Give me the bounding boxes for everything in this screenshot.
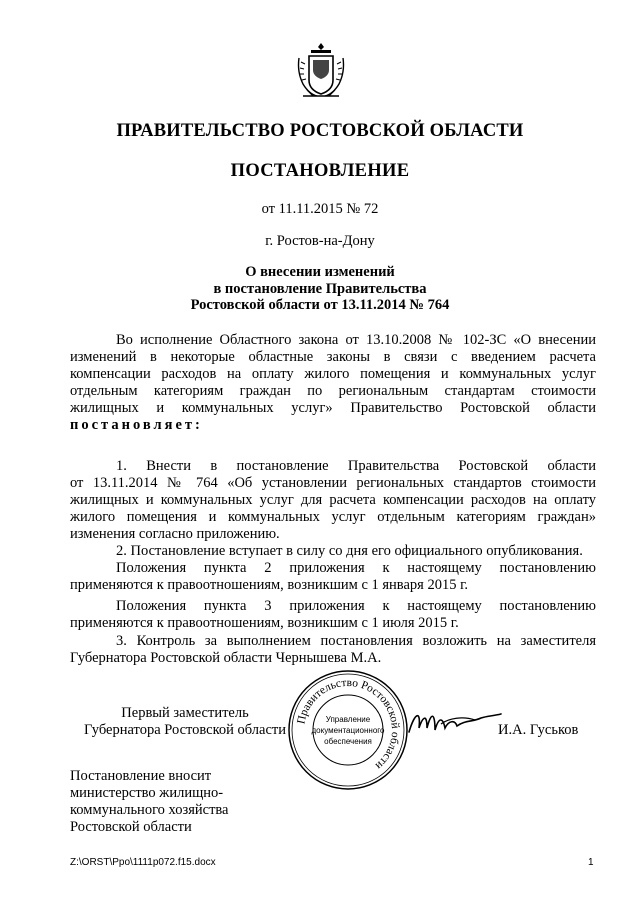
preamble-line: Во исполнение Областного закона от 13.10.2008 № 102-ЗС «О внесении [116, 332, 596, 348]
city-line: г. Ростов-на-Дону [265, 233, 375, 249]
provision-b-line: Положения пункта 3 приложения к настоящему постановлению [116, 598, 596, 614]
provision-a-line: применяются к правоотношениям, возникшим с 1 января 2015 г. [70, 577, 469, 593]
date-number-line: от 11.11.2015 № 72 [261, 201, 379, 217]
provision-b-line: применяются к правоотношениям, возникшим с 1 июля 2015 г. [70, 615, 459, 631]
subject-line: в постановление Правительства [213, 280, 427, 297]
svg-text:Правительство Ростовской облас [295, 677, 401, 772]
item-1-line: 1. Внести в постановление Правительства Ростовской области [116, 458, 596, 474]
coat-of-arms-emblem [293, 40, 349, 102]
subject-line: О внесении изменений [245, 264, 395, 280]
document-subject [0, 264, 640, 314]
item-1-line: от 13.11.2014 № 764 «Об установлении региональных стандартов стоимости [70, 475, 596, 491]
stamp-center-line: документационного [311, 726, 385, 735]
position-line: Губернатора Ростовской области [83, 722, 287, 738]
preamble-line: отдельным категориям граждан по региональным стандартам стоимости [70, 383, 596, 399]
decree-word: постановляет: [70, 417, 203, 433]
page-number: 1 [588, 857, 594, 868]
position-line: Первый заместитель [121, 705, 249, 721]
item-3-line: Губернатора Ростовской области Чернышева М.А. [70, 650, 382, 666]
signatory-position [70, 705, 300, 739]
document-type-title: ПОСТАНОВЛЕНИЕ [230, 161, 410, 181]
note-line: коммунального хозяйства [70, 802, 229, 818]
item-1-line: жилого помещения и коммунальных услуг отдельным категориям граждан» [70, 509, 596, 525]
stamp-center-line: обеспечения [324, 737, 372, 746]
stamp-ring-text: Правительство Ростовской области [295, 676, 402, 772]
subject-line: Ростовской области от 13.11.2014 № 764 [190, 297, 450, 313]
signatory-name: И.А. Гуськов [498, 722, 579, 738]
item-1-line: жилищных и коммунальных услуг для расчета компенсации расходов на оплату [70, 492, 596, 508]
provision-a-line: Положения пункта 2 приложения к настоящему постановлению [116, 560, 596, 576]
item-1-paragraph [70, 458, 596, 543]
item-3-line: 3. Контроль за выполнением постановления возложить на заместителя [116, 633, 596, 649]
submitter-note [70, 768, 330, 836]
preamble-line: изменений в некоторые областные законы в связи с введением расчета [70, 349, 596, 365]
item-2-provision-a [70, 560, 596, 594]
stamp-center-line: Управление [325, 715, 371, 724]
item-2-line: 2. Постановление вступает в силу со дня его официального опубликования. [116, 543, 583, 559]
preamble-line: компенсации расходов на оплату жилого помещения и коммунальных услуг [70, 366, 596, 382]
preamble-line: жилищных и коммунальных услуг» Правительство Ростовской области [70, 400, 596, 416]
preamble-paragraph [70, 332, 596, 434]
note-line: министерство жилищно- [70, 785, 224, 801]
government-title: ПРАВИТЕЛЬСТВО РОСТОВСКОЙ ОБЛАСТИ [116, 121, 524, 141]
file-path-footer: Z:\ORST\Ppo\1111p072.f15.docx [70, 857, 216, 868]
note-line: Ростовской области [70, 819, 192, 835]
handwritten-signature [405, 706, 505, 740]
item-2-provision-b [70, 598, 596, 632]
item-3-paragraph [70, 633, 596, 667]
note-line: Постановление вносит [70, 768, 212, 784]
item-2-paragraph [70, 543, 596, 560]
item-1-line: изменения согласно приложению. [70, 526, 280, 542]
